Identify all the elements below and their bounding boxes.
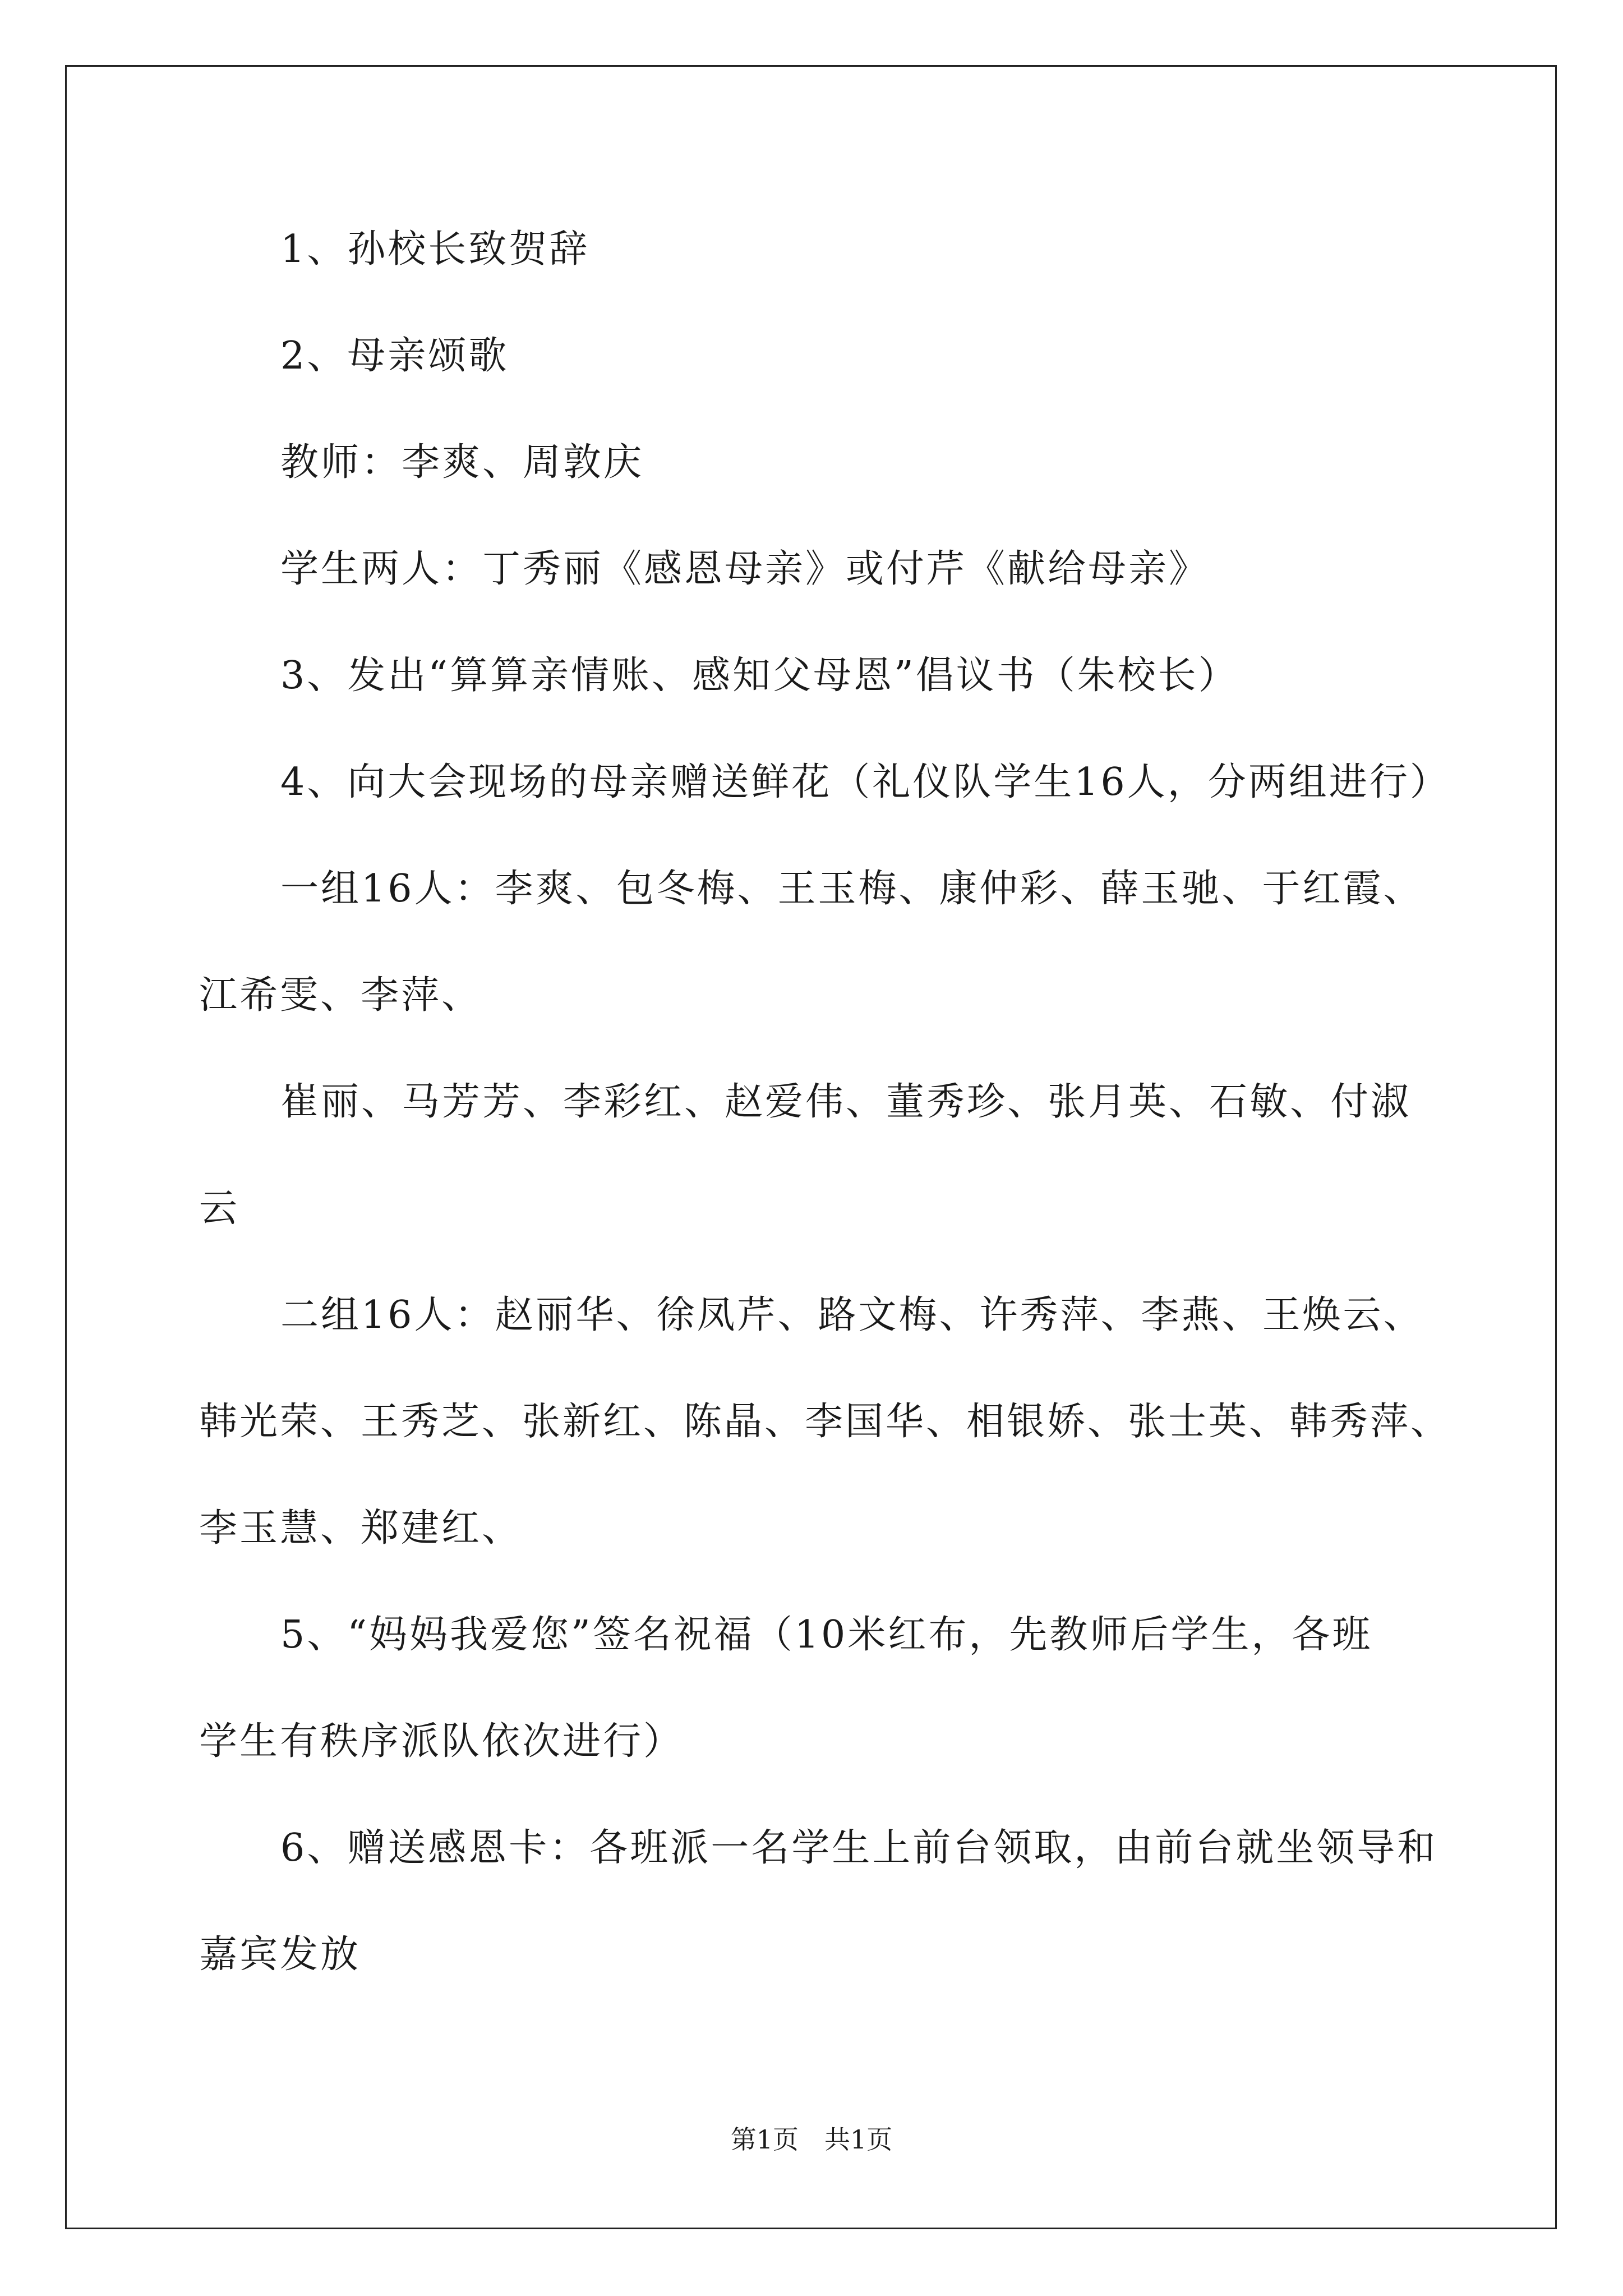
page-border (65, 65, 1557, 2229)
group-2-line-3: 李玉慧、郑建红、 (199, 1506, 523, 1550)
agenda-item-4: 4、向大会现场的母亲赠送鲜花（礼仪队学生16人，分两组进行） (280, 760, 1450, 804)
agenda-item-5-cont: 学生有秩序派队依次进行） (199, 1719, 684, 1764)
agenda-item-6: 6、赠送感恩卡：各班派一名学生上前台领取，由前台就坐领导和 (280, 1826, 1438, 1870)
agenda-item-3: 3、发出“算算亲情账、感知父母恩”倡议书（朱校长） (280, 654, 1239, 698)
group-2-line-1: 二组16人：赵丽华、徐凤芹、路文梅、许秀萍、李燕、王焕云、 (280, 1293, 1424, 1337)
group-1-line-2: 江希雯、李萍、 (199, 973, 482, 1018)
group-2-line-2: 韩光荣、王秀芝、张新红、陈晶、李国华、相银娇、张士英、韩秀萍、 (199, 1400, 1451, 1444)
agenda-item-6-cont: 嘉宾发放 (199, 1932, 361, 1977)
group-1-line-4: 云 (199, 1186, 240, 1231)
group-1-line-3: 崔丽、马芳芳、李彩红、赵爱伟、董秀珍、张月英、石敏、付淑 (280, 1080, 1412, 1124)
page-footer: 第1页 共1页 (730, 2124, 893, 2155)
agenda-item-2: 2、母亲颂歌 (280, 334, 509, 378)
agenda-item-5: 5、“妈妈我爱您”签名祝福（10米红布，先教师后学生，各班 (280, 1613, 1373, 1657)
students-line: 学生两人：丁秀丽《感恩母亲》或付芹《献给母亲》 (280, 547, 1210, 591)
agenda-item-1: 1、孙校长致贺辞 (280, 227, 590, 272)
group-1-line-1: 一组16人：李爽、包冬梅、王玉梅、康仲彩、薛玉驰、于红霞、 (280, 867, 1424, 911)
teachers-line: 教师：李爽、周敦庆 (280, 440, 644, 485)
